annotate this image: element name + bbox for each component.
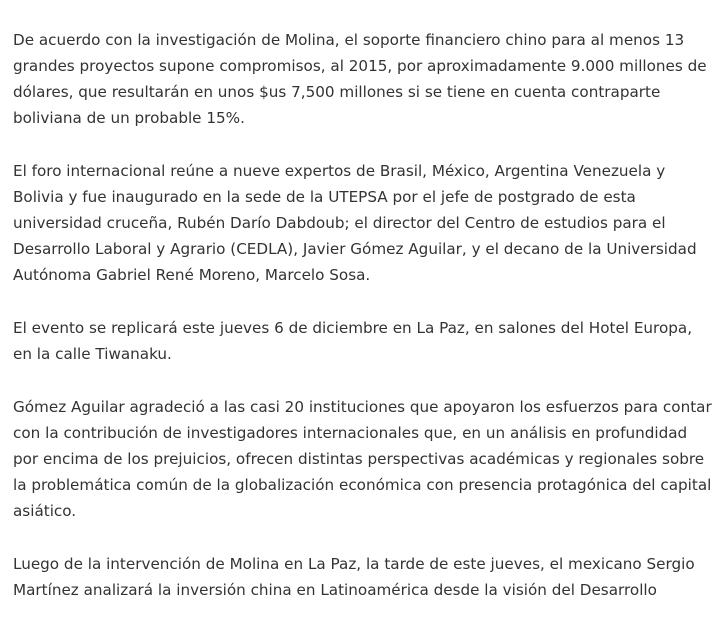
article-body [13,27,715,630]
paragraph-forum: El foro internacional reúne a nueve expertos de Brasil, México, Argentina Venezuela y Bolivia y fue inaugurado en la sede de la UTEPSA por el jefe de postgrado de esta universidad cruceña, Rubén Darío Dabdoub; el director del Centro de estudios para el Desarrollo Laboral y Agrario (CEDLA), Javier Gómez Aguilar, y el decano de la Universidad Autónoma Gabriel René Moreno, Marcelo Sosa. [13,162,697,284]
paragraph-event: El evento se replicará este jueves 6 de diciembre en La Paz, en salones del Hotel Europa, en la calle Tiwanaku. [13,319,693,363]
paragraph-followup: Luego de la intervención de Molina en La Paz, la tarde de este jueves, el mexicano Sergio Martínez analizará la inversión china en Latinoamérica desde la visión del Desarrollo [13,555,695,599]
paragraph-financing: De acuerdo con la investigación de Molina, el soporte financiero chino para al menos 13 grandes proyectos supone compromisos, al 2015, por aproximadamente 9.000 millones de dólares, que resultarán en unos $us 7,500 millones si se tiene en cuenta contraparte boliviana de un probable 15%. [13,31,707,127]
paragraph-gratitude: Gómez Aguilar agradeció a las casi 20 instituciones que apoyaron los esfuerzos para contar con la contribución de investigadores internacionales que, en un análisis en profundidad por encima de los prejuicios, ofrecen distintas perspectivas académicas y regionales sobre la problemática común de la globalización económica con presencia protagónica del capital asiático. [13,398,712,520]
